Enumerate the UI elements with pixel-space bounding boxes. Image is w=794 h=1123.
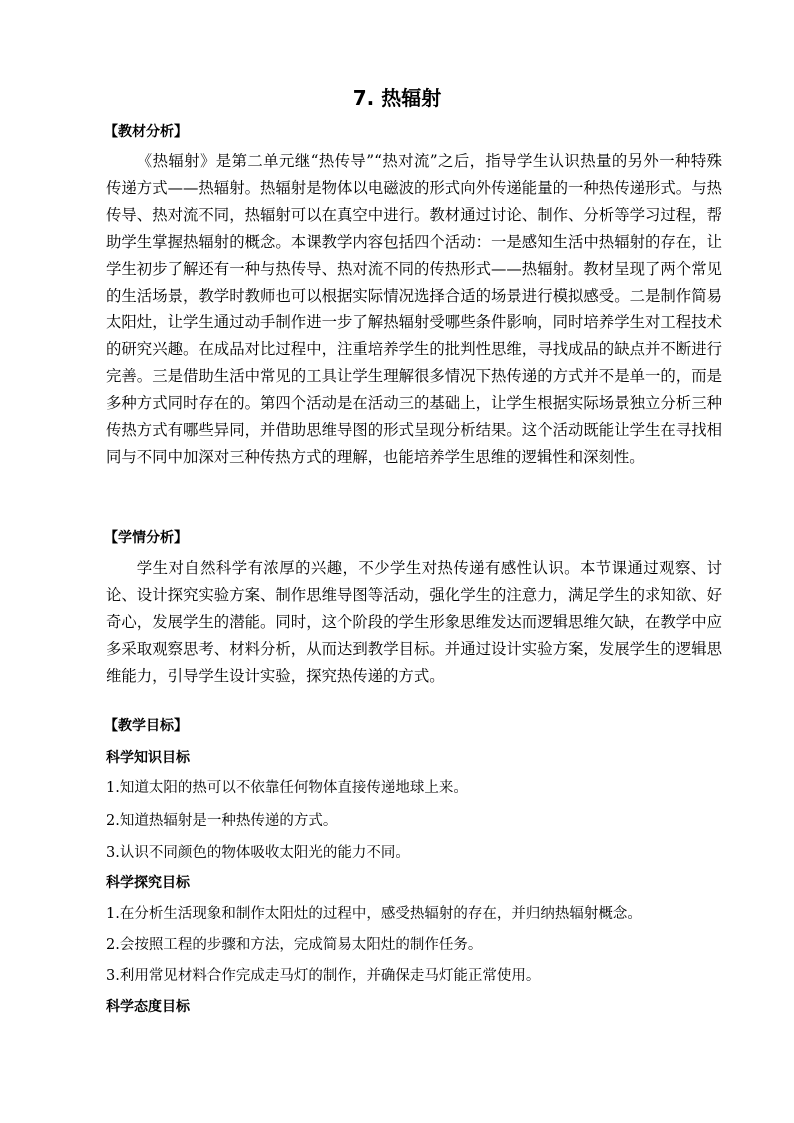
inquiry-goals-title: 科学探究目标	[106, 875, 190, 891]
section-heading-textbook-analysis: 【教材分析】	[104, 124, 188, 140]
knowledge-goal-item: 3.认识不同颜色的物体吸收太阳光的能力不同。	[106, 845, 410, 861]
student-analysis-paragraph: 学生对自然科学有浓厚的兴趣，不少学生对热传递有感性认识。本节课通过观察、讨论、设计探究实验方案、制作思维导图等活动，强化学生的注意力，满足学生的求知欲、好奇心，发展学生的潜能。同时，这个阶段的学生形象思维发达而逻辑思维欠缺，在教学中应多采取观察思考、材料分析，从而达到教学目标。并通过设计实验方案，发展学生的逻辑思维能力，引导学生设计实验，探究热传递的方式。	[106, 559, 722, 685]
section-heading-student-analysis: 【学情分析】	[104, 530, 188, 546]
section-heading-teaching-goals: 【教学目标】	[104, 718, 188, 734]
document-title: 7. 热辐射	[352, 86, 442, 110]
knowledge-goal-item: 2.知道热辐射是一种热传递的方式。	[106, 813, 338, 829]
inquiry-goal-item: 1.在分析生活现象和制作太阳灶的过程中，感受热辐射的存在，并归纳热辐射概念。	[106, 906, 642, 922]
inquiry-goal-item: 2.会按照工程的步骤和方法，完成简易太阳灶的制作任务。	[106, 937, 483, 953]
attitude-goals-title: 科学态度目标	[106, 999, 190, 1015]
knowledge-goals-title: 科学知识目标	[106, 750, 190, 766]
knowledge-goal-item: 1.知道太阳的热可以不依靠任何物体直接传递地球上来。	[106, 780, 468, 796]
inquiry-goal-item: 3.利用常见材料合作完成走马灯的制作，并确保走马灯能正常使用。	[106, 968, 541, 984]
textbook-analysis-paragraph: 《热辐射》是第二单元继“热传导”“热对流”之后，指导学生认识热量的另外一种特殊传递方式——热辐射。热辐射是物体以电磁波的形式向外传递能量的一种热传递形式。与热传导、热对流不同，热辐射可以在真空中进行。教材通过讨论、制作、分析等学习过程，帮助学生掌握热辐射的概念。本课教学内容包括四个活动：一是感知生活中热辐射的存在，让学生初步了解还有一种与热传导、热对流不同的传热形式——热辐射。教材呈现了两个常见的生活场景，教学时教师也可以根据实际情况选择合适的场景进行模拟感受。二是制作简易太阳灶，让学生通过动手制作进一步了解热辐射受哪些条件影响，同时培养学生对工程技术的研究兴趣。在成品对比过程中，注重培养学生的批判性思维，寻找成品的缺点并不断进行完善。三是借助生活中常见的工具让学生理解很多情况下热传递的方式并不是单一的，而是多种方式同时存在的。第四个活动是在活动三的基础上，让学生根据实际场景独立分析三种传热方式有哪些异同，并借助思维导图的形式呈现分析结果。这个活动既能让学生在寻找相同与不同中加深对三种传热方式的理解，也能培养学生思维的逻辑性和深刻性。	[106, 152, 722, 466]
